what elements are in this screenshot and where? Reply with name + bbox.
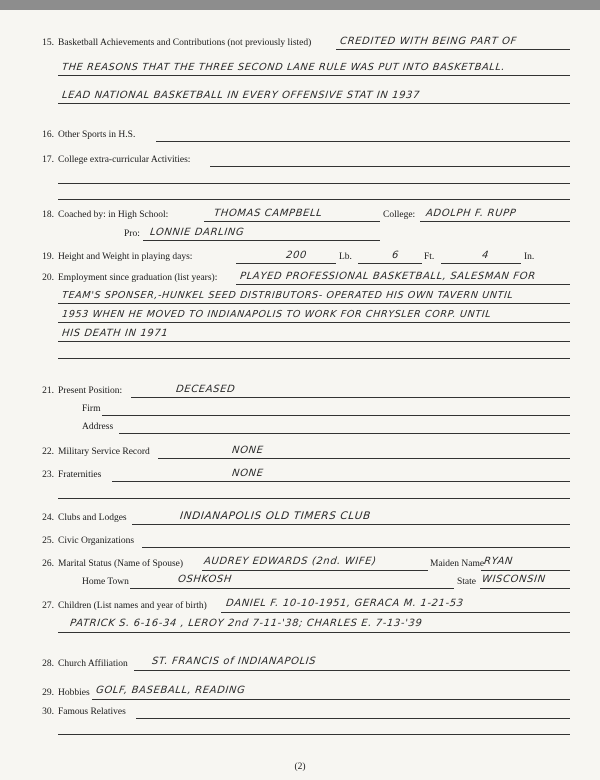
item-number: 23. xyxy=(42,470,54,480)
item-number: 24. xyxy=(42,513,54,523)
answer-line xyxy=(480,588,570,589)
item-label: Coached by: in High School: xyxy=(58,210,169,220)
inches-answer: 4 xyxy=(481,250,490,261)
pro-coach-answer: LONNIE DARLING xyxy=(149,227,245,238)
lb-label: Lb. xyxy=(339,252,352,262)
answer-line xyxy=(58,199,570,200)
item-label: Height and Weight in playing days: xyxy=(58,252,193,262)
children-answer-1: DANIEL F. 10-10-1951, GERACA M. 1-21-53 xyxy=(225,598,465,609)
clubs-answer: INDIANAPOLIS OLD TIMERS CLUB xyxy=(179,510,372,522)
answer-line xyxy=(131,397,570,398)
present-position-answer: DECEASED xyxy=(175,384,236,395)
answer-line xyxy=(58,322,570,323)
item-number: 19. xyxy=(42,252,54,262)
church-answer: ST. FRANCIS of INDIANAPOLIS xyxy=(151,656,317,667)
firm-label: Firm xyxy=(82,404,101,414)
employment-answer-1: PLAYED PROFESSIONAL BASKETBALL, SALESMAN FOR xyxy=(239,271,537,282)
item-number: 25. xyxy=(42,536,54,546)
weight-answer: 200 xyxy=(285,250,308,261)
in-label: In. xyxy=(524,252,535,262)
address-label: Address xyxy=(82,422,114,432)
answer-line xyxy=(481,570,570,571)
scan-edge xyxy=(0,0,600,10)
children-answer-2: PATRICK S. 6-16-34 , LEROY 2nd 7-11-'38; CHARLES E. 7-13-'39 xyxy=(69,618,423,629)
answer-line xyxy=(58,75,570,76)
answer-line xyxy=(58,358,570,359)
answer-line xyxy=(158,458,570,459)
employment-answer-2: TEAM'S SPONSER,-HUNKEL SEED DISTRIBUTORS- OPERATED HIS OWN TAVERN UNTIL xyxy=(61,290,514,301)
answer-line xyxy=(202,570,428,571)
answer-line xyxy=(58,498,570,499)
answer-line xyxy=(58,341,570,342)
answer-line xyxy=(134,670,570,671)
answer-line xyxy=(221,612,570,613)
answer-line xyxy=(143,240,380,241)
achievements-answer-2: THE REASONS THAT THE THREE SECOND LANE RULE WAS PUT INTO BASKETBALL. xyxy=(61,62,506,73)
item-number: 15. xyxy=(42,38,54,48)
answer-line xyxy=(92,699,570,700)
employment-answer-4: HIS DEATH IN 1971 xyxy=(61,328,169,339)
achievements-answer-1: CREDITED WITH BEING PART OF xyxy=(339,36,518,47)
item-number: 27. xyxy=(42,601,54,611)
answer-line xyxy=(58,734,570,735)
item-number: 22. xyxy=(42,447,54,457)
page-number: (2) xyxy=(294,762,306,772)
college-coach-label: College: xyxy=(383,210,416,220)
answer-line xyxy=(142,547,570,548)
item-number: 18. xyxy=(42,210,54,220)
answer-line xyxy=(58,303,570,304)
item-number: 21. xyxy=(42,386,54,396)
item-label: Children (List names and year of birth) xyxy=(58,601,207,611)
item-label: Hobbies xyxy=(58,688,90,698)
answer-line xyxy=(441,263,521,264)
answer-line xyxy=(132,524,570,525)
answer-line xyxy=(119,433,570,434)
answer-line xyxy=(58,103,570,104)
item-number: 26. xyxy=(42,559,54,569)
item-label: Other Sports in H.S. xyxy=(58,130,136,140)
feet-answer: 6 xyxy=(391,250,400,261)
employment-answer-3: 1953 WHEN HE MOVED TO INDIANAPOLIS TO WORK FOR CHRYSLER CORP. UNTIL xyxy=(61,309,492,320)
answer-line xyxy=(156,141,570,142)
answer-line xyxy=(112,481,570,482)
answer-line xyxy=(58,632,570,633)
answer-line xyxy=(210,166,570,167)
item-label: College extra-curricular Activities: xyxy=(58,155,191,165)
answer-line xyxy=(130,588,454,589)
item-label: Clubs and Lodges xyxy=(58,513,127,523)
home-town-answer: OSHKOSH xyxy=(177,574,233,585)
item-number: 29. xyxy=(42,688,54,698)
item-label: Military Service Record xyxy=(58,447,150,457)
item-number: 20. xyxy=(42,273,54,283)
hobbies-answer: GOLF, BASEBALL, READING xyxy=(95,685,246,696)
answer-line xyxy=(236,263,336,264)
item-label: Civic Organizations xyxy=(58,536,135,546)
item-label: Marital Status (Name of Spouse) xyxy=(58,559,184,569)
hs-coach-answer: THOMAS CAMPBELL xyxy=(213,208,323,219)
fraternities-answer: NONE xyxy=(231,468,265,479)
item-label: Present Position: xyxy=(58,386,123,396)
answer-line xyxy=(420,221,570,222)
maiden-name-answer: RYAN xyxy=(483,556,514,567)
item-number: 30. xyxy=(42,707,54,717)
achievements-answer-3: LEAD NATIONAL BASKETBALL IN EVERY OFFENSIVE STAT IN 1937 xyxy=(61,90,421,101)
college-coach-answer: ADOLPH F. RUPP xyxy=(425,208,517,219)
answer-line xyxy=(102,415,570,416)
pro-coach-label: Pro: xyxy=(124,229,140,239)
maiden-name-label: Maiden Name xyxy=(430,559,485,569)
spouse-answer: AUDREY EDWARDS (2nd. WIFE) xyxy=(203,556,378,567)
state-label: State xyxy=(457,577,476,587)
item-number: 17. xyxy=(42,155,54,165)
item-label: Famous Relatives xyxy=(58,707,126,717)
answer-line xyxy=(204,221,380,222)
ft-label: Ft. xyxy=(424,252,435,262)
item-label: Employment since graduation (list years): xyxy=(58,273,218,283)
item-number: 28. xyxy=(42,659,54,669)
state-answer: WISCONSIN xyxy=(481,574,547,585)
answer-line xyxy=(58,183,570,184)
item-label: Basketball Achievements and Contributions (not previously listed) xyxy=(58,38,312,48)
answer-line xyxy=(236,284,570,285)
item-label: Church Affiliation xyxy=(58,659,128,669)
home-town-label: Home Town xyxy=(82,577,129,587)
answer-line xyxy=(358,263,422,264)
military-answer: NONE xyxy=(231,445,265,456)
item-label: Fraternities xyxy=(58,470,102,480)
answer-line xyxy=(336,49,570,50)
answer-line xyxy=(136,718,570,719)
item-number: 16. xyxy=(42,130,54,140)
